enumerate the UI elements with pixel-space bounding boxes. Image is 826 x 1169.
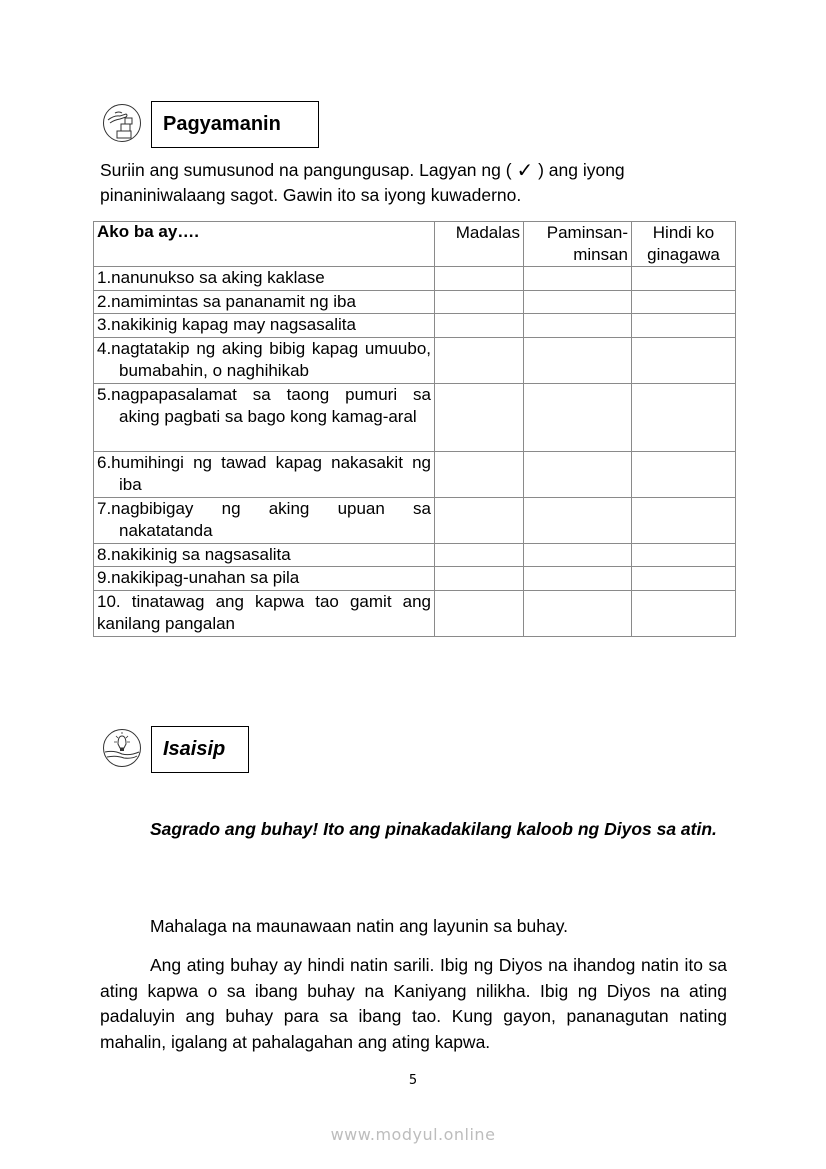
instructions <box>100 158 720 208</box>
answer-cell-madalas[interactable] <box>435 590 524 636</box>
header-line: ginagawa <box>647 245 720 264</box>
header-line: Madalas <box>455 223 520 242</box>
answer-cell-paminsan-minsan[interactable] <box>524 451 632 497</box>
header-line: Hindi ko <box>652 223 715 242</box>
table-row <box>94 337 736 383</box>
statement-text: 1.nanunukso sa aking kaklase <box>97 268 325 287</box>
answer-cell-hindi-ko-ginagawa[interactable] <box>632 290 736 314</box>
table-row <box>94 590 736 636</box>
watermark: www.modyul.online <box>330 1125 496 1144</box>
table-row <box>94 290 736 314</box>
header-line: minsan <box>573 245 628 264</box>
paragraph: Mahalaga na maunawaan natin ang layunin sa buhay. <box>150 916 569 936</box>
answer-cell-paminsan-minsan[interactable] <box>524 590 632 636</box>
section-title-isaisip <box>151 726 249 773</box>
answer-cell-paminsan-minsan[interactable] <box>524 314 632 338</box>
row-statement <box>94 451 435 497</box>
answer-cell-hindi-ko-ginagawa[interactable] <box>632 383 736 451</box>
header-madalas <box>435 222 524 267</box>
row-statement <box>94 497 435 543</box>
instructions-part1: Suriin ang sumusunod na pangungusap. Lagyan ng ( <box>100 160 512 180</box>
answer-cell-madalas[interactable] <box>435 314 524 338</box>
answer-cell-paminsan-minsan[interactable] <box>524 337 632 383</box>
answer-cell-hindi-ko-ginagawa[interactable] <box>632 337 736 383</box>
table-row <box>94 451 736 497</box>
header-paminsan-minsan <box>524 222 632 267</box>
statement-text: 6.humihingi ng tawad kapag nakasakit ng iba <box>97 452 431 494</box>
answer-cell-madalas[interactable] <box>435 337 524 383</box>
answer-cell-paminsan-minsan[interactable] <box>524 383 632 451</box>
self-assessment-table <box>93 221 736 637</box>
answer-cell-madalas[interactable] <box>435 267 524 291</box>
header-line: Paminsan- <box>546 223 628 242</box>
page-number: 5 <box>408 1073 418 1088</box>
statement-text: 4.nagtatakip ng aking bibig kapag umuubo, bumabahin, o naghihikab <box>97 338 431 380</box>
answer-cell-hindi-ko-ginagawa[interactable] <box>632 497 736 543</box>
statement-text: 2.namimintas sa pananamit ng iba <box>97 291 356 311</box>
table-row <box>94 314 736 338</box>
statement-text: 9.nakikipag-unahan sa pila <box>97 568 300 587</box>
table-row <box>94 267 736 291</box>
table-row <box>94 497 736 543</box>
answer-cell-paminsan-minsan[interactable] <box>524 497 632 543</box>
header-hindi-ko-ginagawa <box>632 222 736 267</box>
key-quote: Sagrado ang buhay! Ito ang pinakadakilang kaloob ng Diyos sa atin. <box>150 819 717 839</box>
paragraph: Ang ating buhay ay hindi natin sarili. Ibig ng Diyos na ihandog natin ito sa ating kapwa o sa ibang buhay na Kaniyang nilikha. Ibig ng Diyos na ating padaluyin ang buhay para sa ibang tao. Kung gayon, pananagutan nating mahalin, igalang at pahalagahan ang ating kapwa. <box>100 955 727 1052</box>
section-title-pagyamanin <box>151 101 319 148</box>
answer-cell-paminsan-minsan[interactable] <box>524 290 632 314</box>
section-title-text: Isaisip <box>163 738 226 760</box>
statement-text: 5.nagpapasalamat sa taong pumuri sa aking pagbati sa bago kong kamag-aral <box>97 384 431 426</box>
table-row <box>94 383 736 451</box>
answer-cell-hindi-ko-ginagawa[interactable] <box>632 314 736 338</box>
statement-text: 7.nagbibigay ng aking upuan sa nakatatanda <box>97 498 431 540</box>
answer-cell-madalas[interactable] <box>435 543 524 567</box>
answer-cell-madalas[interactable] <box>435 567 524 591</box>
answer-cell-madalas[interactable] <box>435 290 524 314</box>
answer-cell-paminsan-minsan[interactable] <box>524 543 632 567</box>
hand-blocks-icon <box>102 103 142 143</box>
answer-cell-hindi-ko-ginagawa[interactable] <box>632 267 736 291</box>
answer-cell-paminsan-minsan[interactable] <box>524 567 632 591</box>
section-title-text: Pagyamanin <box>163 113 281 135</box>
answer-cell-hindi-ko-ginagawa[interactable] <box>632 543 736 567</box>
instructions-part2: ) ang iyong pinaniniwalaang sagot. Gawin ito sa iyong kuwaderno. <box>100 160 625 205</box>
table-row <box>94 543 736 567</box>
statement-text: 8.nakikinig sa nagsasalita <box>97 544 291 564</box>
row-statement <box>94 590 435 636</box>
header-ako-ba-ay: Ako ba ay…. <box>94 222 435 267</box>
row-statement <box>94 567 435 591</box>
answer-cell-madalas[interactable] <box>435 497 524 543</box>
answer-cell-hindi-ko-ginagawa[interactable] <box>632 590 736 636</box>
table-row <box>94 567 736 591</box>
row-statement <box>94 383 435 451</box>
statement-text: 10. tinatawag ang kapwa tao gamit ang kanilang pangalan <box>97 591 431 633</box>
answer-cell-hindi-ko-ginagawa[interactable] <box>632 451 736 497</box>
row-statement <box>94 543 435 567</box>
answer-cell-paminsan-minsan[interactable] <box>524 267 632 291</box>
hand-lightbulb-icon <box>102 728 142 768</box>
row-statement <box>94 267 435 291</box>
answer-cell-madalas[interactable] <box>435 383 524 451</box>
row-statement <box>94 337 435 383</box>
table-header-row <box>94 222 736 267</box>
row-statement <box>94 290 435 314</box>
answer-cell-hindi-ko-ginagawa[interactable] <box>632 567 736 591</box>
answer-cell-madalas[interactable] <box>435 451 524 497</box>
row-statement <box>94 314 435 338</box>
checkmark-icon: ✓ <box>516 160 534 182</box>
statement-text: 3.nakikinig kapag may nagsasalita <box>97 315 356 334</box>
